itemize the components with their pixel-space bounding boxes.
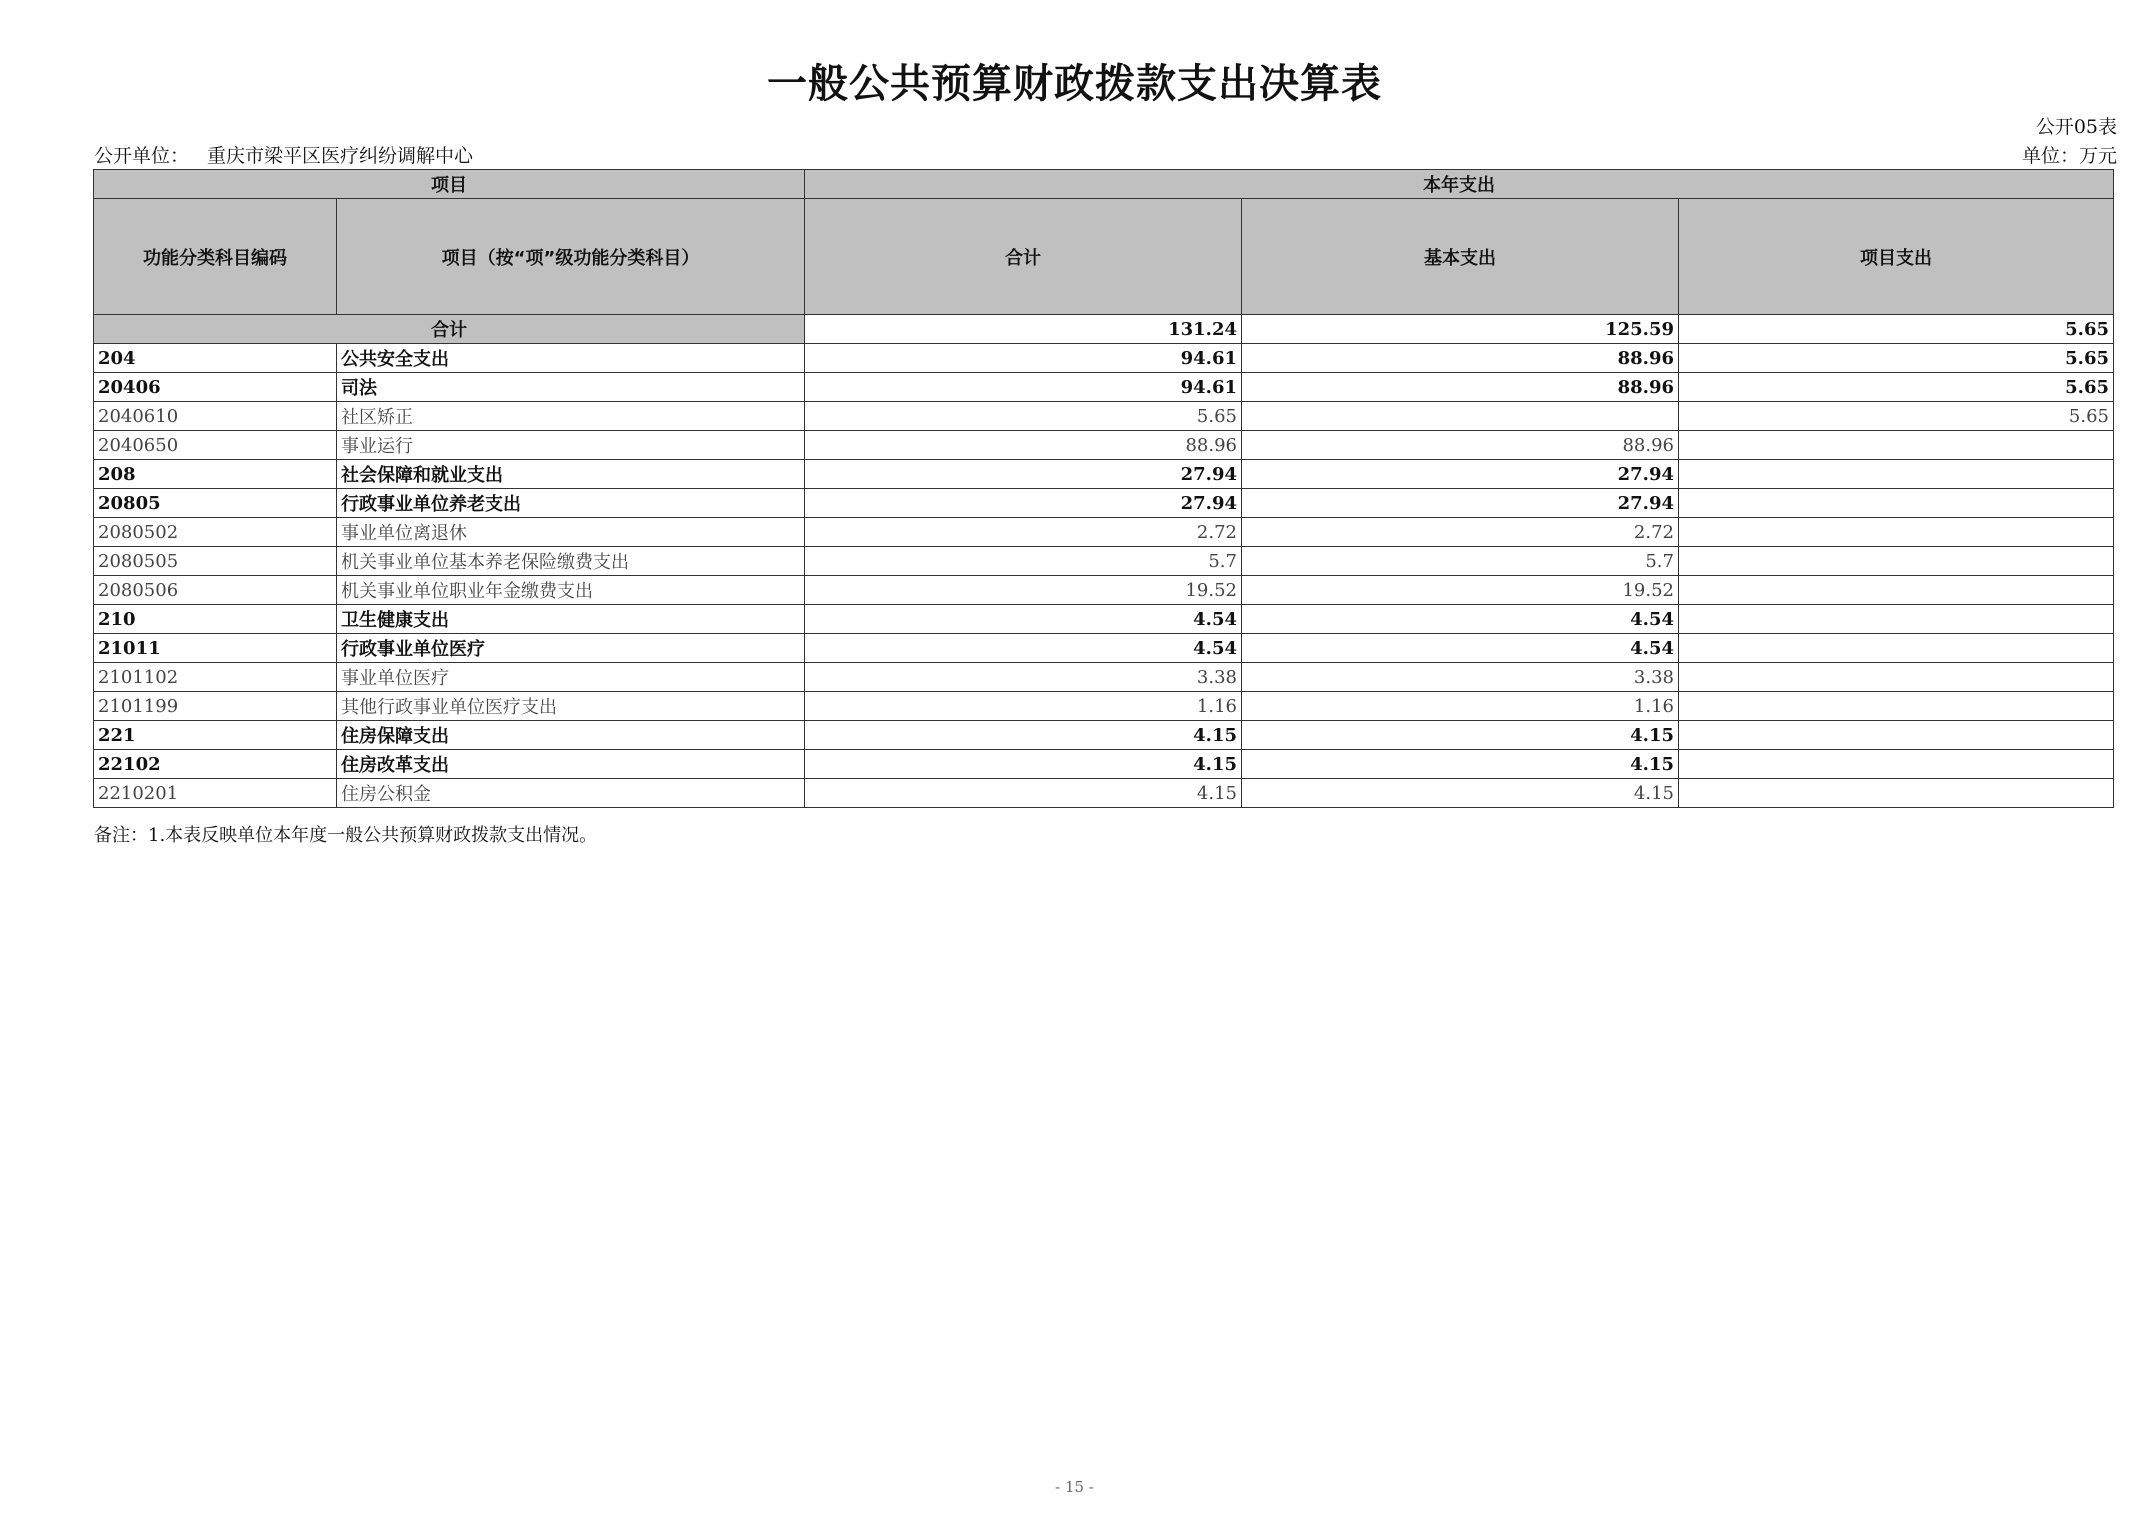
table-row <box>94 489 2114 518</box>
cell-code: 2101199 <box>94 692 337 721</box>
table-row <box>94 373 2114 402</box>
table-row <box>94 344 2114 373</box>
header-group-item: 项目 <box>94 170 805 199</box>
expenditure-table <box>93 169 2114 808</box>
table-row <box>94 605 2114 634</box>
table-row <box>94 750 2114 779</box>
cell-basic: 3.38 <box>1242 663 1679 692</box>
cell-project: 5.65 <box>1679 373 2114 402</box>
cell-name: 机关事业单位职业年金缴费支出 <box>337 576 805 605</box>
cell-total: 19.52 <box>805 576 1242 605</box>
table-row <box>94 779 2114 808</box>
header-group-current-year: 本年支出 <box>805 170 2114 199</box>
total-label: 合计 <box>94 315 805 344</box>
cell-basic: 1.16 <box>1242 692 1679 721</box>
cell-project <box>1679 779 2114 808</box>
cell-project <box>1679 489 2114 518</box>
reporting-unit-label: 公开单位： <box>94 145 190 167</box>
cell-total: 5.65 <box>805 402 1242 431</box>
header-project: 项目支出 <box>1679 199 2114 315</box>
cell-name: 司法 <box>337 373 805 402</box>
total-row <box>94 315 2114 344</box>
table-row <box>94 576 2114 605</box>
cell-name: 社会保障和就业支出 <box>337 460 805 489</box>
cell-name: 事业单位离退休 <box>337 518 805 547</box>
cell-name: 行政事业单位养老支出 <box>337 489 805 518</box>
footnote: 备注：1.本表反映单位本年度一般公共预算财政拨款支出情况。 <box>94 825 598 846</box>
cell-code: 2040650 <box>94 431 337 460</box>
cell-total: 27.94 <box>805 460 1242 489</box>
cell-code: 2080502 <box>94 518 337 547</box>
cell-name: 住房公积金 <box>337 779 805 808</box>
table-row <box>94 431 2114 460</box>
reporting-unit <box>94 141 473 168</box>
cell-code: 2210201 <box>94 779 337 808</box>
cell-total: 94.61 <box>805 373 1242 402</box>
table-row <box>94 721 2114 750</box>
cell-basic: 4.15 <box>1242 721 1679 750</box>
cell-total: 2.72 <box>805 518 1242 547</box>
cell-project <box>1679 663 2114 692</box>
cell-total: 27.94 <box>805 489 1242 518</box>
cell-project <box>1679 634 2114 663</box>
cell-name: 公共安全支出 <box>337 344 805 373</box>
cell-code: 2080506 <box>94 576 337 605</box>
table-row <box>94 402 2114 431</box>
total-basic: 125.59 <box>1242 315 1679 344</box>
page-number: - 15 - <box>1055 1478 1094 1496</box>
cell-name: 机关事业单位基本养老保险缴费支出 <box>337 547 805 576</box>
cell-basic: 4.54 <box>1242 605 1679 634</box>
table-row <box>94 634 2114 663</box>
cell-name: 事业运行 <box>337 431 805 460</box>
cell-total: 4.15 <box>805 779 1242 808</box>
cell-basic: 4.15 <box>1242 750 1679 779</box>
cell-basic: 4.54 <box>1242 634 1679 663</box>
cell-project: 5.65 <box>1679 344 2114 373</box>
cell-total: 1.16 <box>805 692 1242 721</box>
page-title: 一般公共预算财政拨款支出决算表 <box>767 61 1382 107</box>
cell-project: 5.65 <box>1679 402 2114 431</box>
total-amount: 131.24 <box>805 315 1242 344</box>
reporting-unit-name: 重庆市梁平区医疗纠纷调解中心 <box>207 145 474 167</box>
form-number: 公开05表 <box>2035 116 2117 138</box>
cell-basic: 19.52 <box>1242 576 1679 605</box>
cell-total: 88.96 <box>805 431 1242 460</box>
cell-basic: 4.15 <box>1242 779 1679 808</box>
cell-project <box>1679 692 2114 721</box>
table-row <box>94 460 2114 489</box>
cell-code: 208 <box>94 460 337 489</box>
cell-basic: 27.94 <box>1242 489 1679 518</box>
cell-project <box>1679 547 2114 576</box>
header-code: 功能分类科目编码 <box>94 199 337 315</box>
cell-name: 卫生健康支出 <box>337 605 805 634</box>
cell-project <box>1679 750 2114 779</box>
cell-project <box>1679 576 2114 605</box>
cell-code: 2101102 <box>94 663 337 692</box>
cell-total: 4.54 <box>805 634 1242 663</box>
header-basic: 基本支出 <box>1242 199 1679 315</box>
cell-total: 4.15 <box>805 750 1242 779</box>
cell-code: 210 <box>94 605 337 634</box>
cell-code: 21011 <box>94 634 337 663</box>
cell-name: 住房改革支出 <box>337 750 805 779</box>
cell-code: 221 <box>94 721 337 750</box>
cell-project <box>1679 721 2114 750</box>
cell-code: 20406 <box>94 373 337 402</box>
cell-total: 94.61 <box>805 344 1242 373</box>
cell-code: 20805 <box>94 489 337 518</box>
cell-basic: 2.72 <box>1242 518 1679 547</box>
cell-code: 2080505 <box>94 547 337 576</box>
cell-name: 事业单位医疗 <box>337 663 805 692</box>
cell-project <box>1679 431 2114 460</box>
table-row <box>94 663 2114 692</box>
cell-code: 2040610 <box>94 402 337 431</box>
cell-project <box>1679 518 2114 547</box>
cell-code: 22102 <box>94 750 337 779</box>
cell-basic: 88.96 <box>1242 431 1679 460</box>
table-row <box>94 518 2114 547</box>
cell-total: 4.15 <box>805 721 1242 750</box>
cell-basic: 88.96 <box>1242 344 1679 373</box>
cell-project <box>1679 460 2114 489</box>
money-unit: 单位：万元 <box>2021 145 2117 167</box>
total-project: 5.65 <box>1679 315 2114 344</box>
cell-code: 204 <box>94 344 337 373</box>
cell-basic: 5.7 <box>1242 547 1679 576</box>
header-total: 合计 <box>805 199 1242 315</box>
cell-name: 行政事业单位医疗 <box>337 634 805 663</box>
cell-basic: 88.96 <box>1242 373 1679 402</box>
table-row <box>94 547 2114 576</box>
header-name: 项目（按“项”级功能分类科目） <box>337 199 805 315</box>
cell-name: 住房保障支出 <box>337 721 805 750</box>
cell-total: 5.7 <box>805 547 1242 576</box>
cell-name: 其他行政事业单位医疗支出 <box>337 692 805 721</box>
table-row <box>94 692 2114 721</box>
cell-basic: 27.94 <box>1242 460 1679 489</box>
cell-total: 4.54 <box>805 605 1242 634</box>
cell-basic <box>1242 402 1679 431</box>
cell-name: 社区矫正 <box>337 402 805 431</box>
cell-total: 3.38 <box>805 663 1242 692</box>
cell-project <box>1679 605 2114 634</box>
